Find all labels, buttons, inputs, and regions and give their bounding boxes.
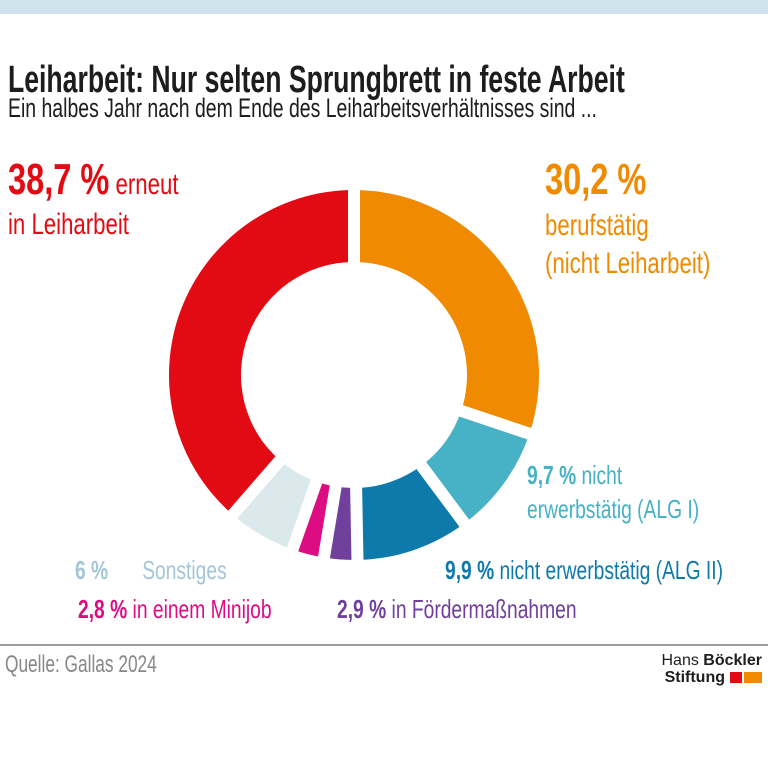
callout-alg2-text: nicht erwerbstätig (ALG II) <box>494 555 724 585</box>
logo-name-regular: Hans <box>661 652 704 669</box>
logo-mark-orange-icon <box>744 672 762 683</box>
page-subtitle: Ein halbes Jahr nach dem Ende des Leiharbeitsverhältnisses sind ... <box>8 93 597 123</box>
callout-alg1-value: 9,7 % <box>527 460 577 490</box>
callout-sonstiges <box>75 557 280 584</box>
callout-alg1 <box>527 462 760 523</box>
callout-minijob <box>78 596 340 623</box>
callout-alg2-value: 9,9 % <box>445 555 495 585</box>
callout-minijob-value: 2,8 % <box>78 594 128 624</box>
callout-foerdermassnahmen-value: 2,9 % <box>337 594 387 624</box>
callout-berufstaetig <box>545 155 768 280</box>
logo-mark-red-icon <box>730 672 742 683</box>
logo-name-bold: Böckler <box>703 652 762 669</box>
hans-boeckler-stiftung-logo <box>662 652 763 686</box>
callout-berufstaetig-text2: berufstätig <box>545 209 649 242</box>
callout-leiharbeit-text: erneut <box>109 168 179 201</box>
callout-leiharbeit-value: 38,7 % <box>8 155 110 204</box>
callout-leiharbeit <box>8 155 238 241</box>
callout-sonstiges-value: 6 % <box>75 555 109 585</box>
callout-berufstaetig-value: 30,2 % <box>545 155 647 204</box>
callout-foerdermassnahmen-text: in Fördermaßnahmen <box>386 594 577 624</box>
callout-alg1-text2: erwerbstätig (ALG I) <box>527 494 700 524</box>
callout-minijob-text: in einem Minijob <box>127 594 272 624</box>
callout-alg2 <box>445 557 768 584</box>
callout-foerdermassnahmen <box>337 596 661 623</box>
page-title: Leiharbeit: Nur selten Sprungbrett in feste Arbeit <box>8 59 625 102</box>
footer-divider <box>0 644 768 646</box>
callout-leiharbeit-text2: in Leiharbeit <box>8 208 129 241</box>
callout-berufstaetig-text3: (nicht Leiharbeit) <box>545 247 711 280</box>
source-note: Quelle: Gallas 2024 <box>5 651 157 678</box>
donut-separator <box>356 480 358 568</box>
donut-segment-berufstätig (nicht Leiharbeit) <box>354 190 539 434</box>
logo-line2: Stiftung <box>664 669 725 686</box>
callout-alg1-text: nicht <box>576 460 623 490</box>
callout-sonstiges-text: Sonstiges <box>142 555 227 585</box>
